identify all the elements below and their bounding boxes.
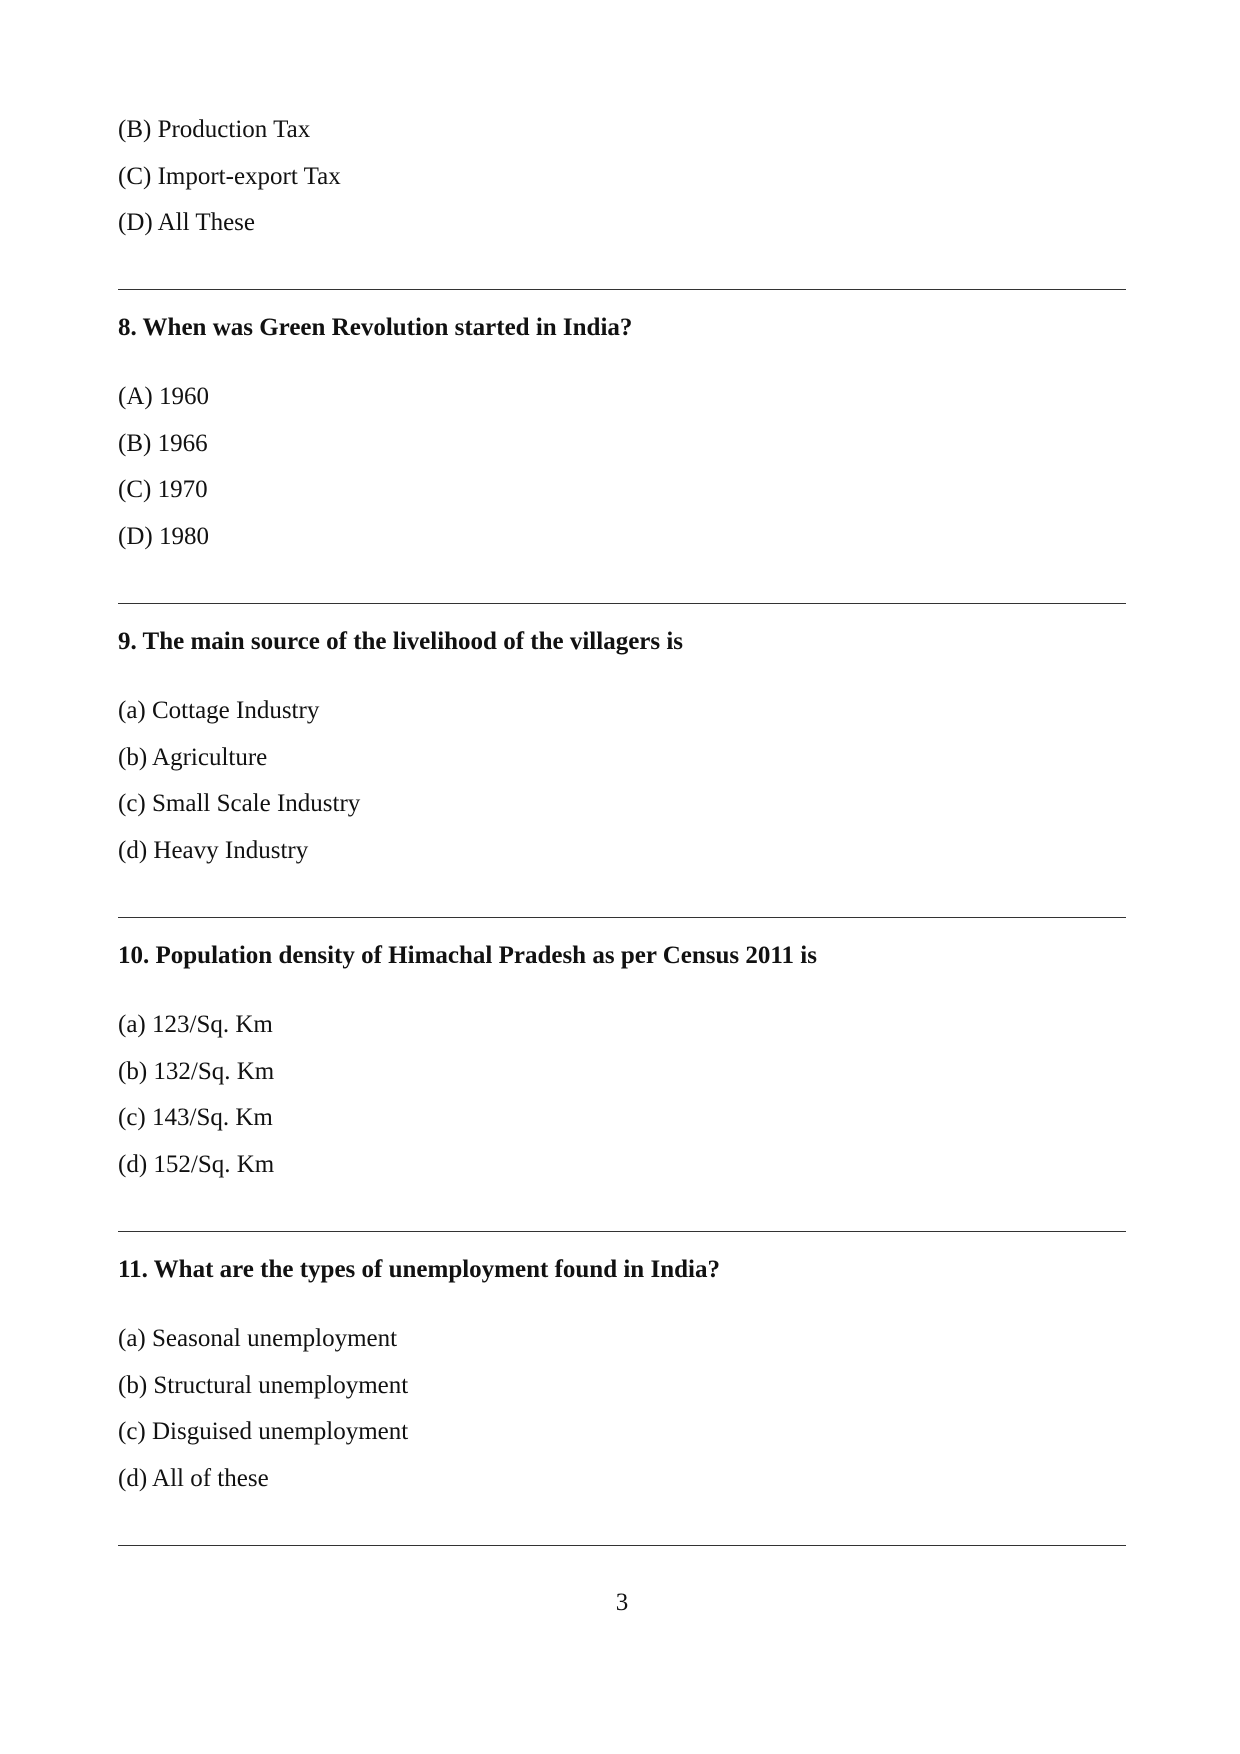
option-c: (c) 143/Sq. Km <box>118 1104 273 1131</box>
option-c: (c) Small Scale Industry <box>118 790 361 817</box>
option-c: (c) Disguised unemployment <box>118 1418 409 1445</box>
option-a: (A) 1960 <box>118 383 209 410</box>
divider <box>118 1231 1126 1232</box>
option-d: (D) 1980 <box>118 523 209 550</box>
question-11: 11. What are the types of unemployment found in India? <box>118 1256 720 1283</box>
option-b: (B) Production Tax <box>118 116 311 143</box>
option-a: (a) Cottage Industry <box>118 697 320 724</box>
page-number: 3 <box>615 1589 629 1616</box>
question-9: 9. The main source of the livelihood of the villagers is <box>118 628 684 655</box>
option-b: (b) 132/Sq. Km <box>118 1058 275 1085</box>
option-d: (D) All These <box>118 209 256 236</box>
divider <box>118 289 1126 290</box>
option-b: (B) 1966 <box>118 430 208 457</box>
option-b: (b) Structural unemployment <box>118 1372 409 1399</box>
option-d: (d) 152/Sq. Km <box>118 1151 275 1178</box>
option-d: (d) All of these <box>118 1465 269 1492</box>
option-a: (a) Seasonal unemployment <box>118 1325 398 1352</box>
option-d: (d) Heavy Industry <box>118 837 309 864</box>
question-10: 10. Population density of Himachal Pradesh as per Census 2011 is <box>118 942 817 969</box>
divider <box>118 603 1126 604</box>
divider <box>118 917 1126 918</box>
option-c: (C) 1970 <box>118 476 208 503</box>
option-b: (b) Agriculture <box>118 744 268 771</box>
option-a: (a) 123/Sq. Km <box>118 1011 273 1038</box>
option-c: (C) Import-export Tax <box>118 163 341 190</box>
question-8: 8. When was Green Revolution started in India? <box>118 314 633 341</box>
divider <box>118 1545 1126 1546</box>
